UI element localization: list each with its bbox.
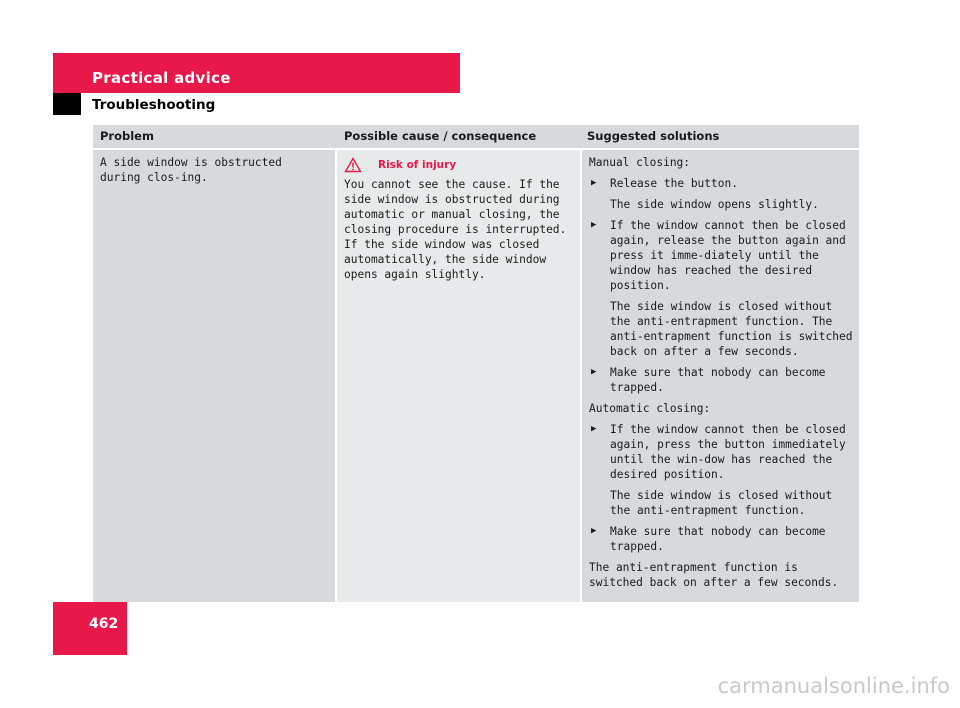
footer-note: The anti-entrapment function is switched back on after a few seconds. bbox=[589, 561, 839, 589]
automatic-closing-heading: Automatic closing: bbox=[589, 402, 711, 415]
step-text: Make sure that nobody can become trapped. bbox=[610, 525, 826, 553]
step-text: Release the button. bbox=[610, 177, 738, 190]
page-subtitle: Troubleshooting bbox=[92, 97, 216, 113]
triangle-right-icon: ▶ bbox=[591, 367, 597, 377]
list-item bbox=[589, 218, 853, 293]
header-solutions: Suggested solutions bbox=[587, 129, 720, 143]
warning-label: Risk of injury bbox=[378, 158, 457, 171]
table-row bbox=[93, 150, 859, 602]
cause-text: You cannot see the cause. If the side window is obstructed during automatic or manual closing, the closing procedure is interrupted. If the side window was closed automatically, the side window opens again slightly. bbox=[344, 178, 567, 281]
list-item bbox=[589, 524, 853, 554]
step-text: If the window cannot then be closed again, press the button immediately until the win-dow has reached the desired position. bbox=[610, 423, 846, 481]
section-tab-marker bbox=[53, 93, 81, 115]
page-number: 462 bbox=[89, 616, 119, 632]
triangle-right-icon: ▶ bbox=[591, 178, 597, 188]
table-header-row bbox=[93, 125, 859, 148]
step-result: The side window opens slightly. bbox=[610, 198, 819, 211]
problem-text: A side window is obstructed during clos-ing. bbox=[100, 156, 282, 184]
triangle-right-icon: ▶ bbox=[591, 424, 597, 434]
step-text: If the window cannot then be closed again, release the button again and press it imme-diately until the window has reached the desired position. bbox=[610, 219, 846, 292]
triangle-right-icon: ▶ bbox=[591, 220, 597, 230]
step-result: The side window is closed without the anti-entrapment function. bbox=[610, 489, 833, 517]
solutions-cell bbox=[582, 150, 859, 602]
section-title: Practical advice bbox=[92, 69, 231, 87]
list-item bbox=[589, 422, 853, 482]
problem-cell bbox=[93, 150, 335, 602]
header-cause: Possible cause / consequence bbox=[344, 129, 537, 143]
step-text: Make sure that nobody can become trapped. bbox=[610, 366, 826, 394]
header-problem: Problem bbox=[100, 129, 154, 143]
warning-triangle-icon bbox=[344, 157, 362, 173]
manual-closing-heading: Manual closing: bbox=[589, 156, 691, 169]
cause-cell bbox=[337, 150, 580, 602]
step-result: The side window is closed without the anti-entrapment function. The anti-entrapment function is switched back on after a few seconds. bbox=[610, 300, 853, 358]
troubleshooting-table bbox=[93, 125, 859, 602]
list-item bbox=[589, 365, 853, 395]
triangle-right-icon: ▶ bbox=[591, 526, 597, 536]
list-item bbox=[589, 176, 853, 191]
watermark: carmanualsonline.info bbox=[717, 674, 950, 698]
warning-notice bbox=[344, 157, 575, 173]
